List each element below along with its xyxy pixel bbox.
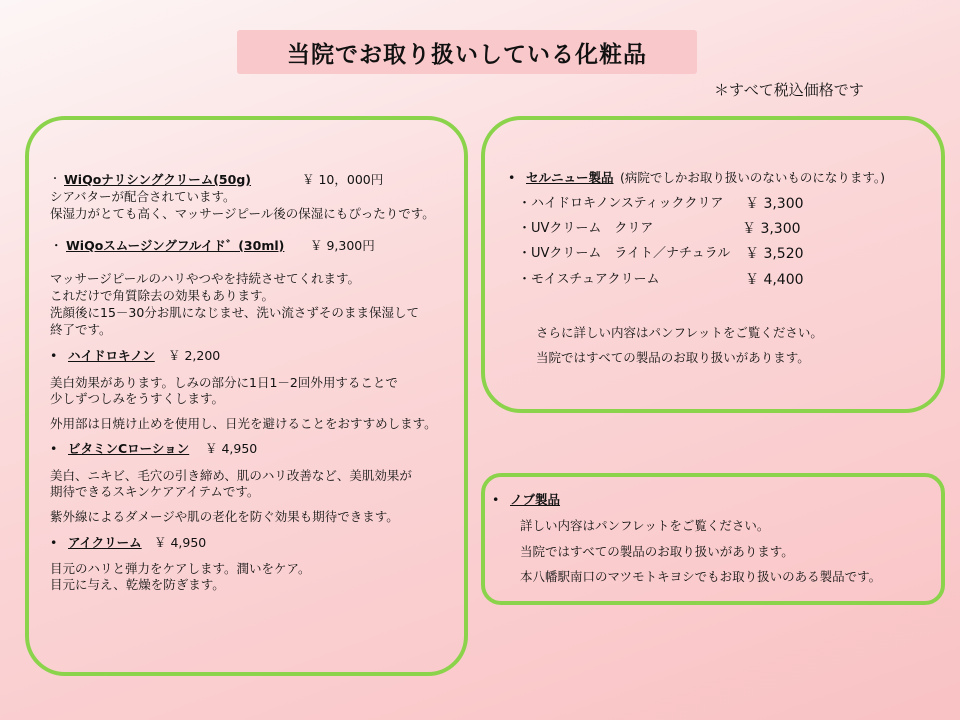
product-desc: 美白効果があります。しみの部分に1日1－2回外用することで bbox=[50, 375, 398, 390]
bullet: • bbox=[492, 492, 500, 507]
nov-line: 本八幡駅南口のマツモトキヨシでもお取り扱いのある製品です。 bbox=[520, 569, 882, 584]
product-name-eye-cream: アイクリーム bbox=[68, 535, 142, 550]
cellnew-heading-note: (病院でしかお取り扱いのないものになります。) bbox=[620, 170, 886, 185]
product-price-wiqo-cream: ￥ 10，000円 bbox=[302, 172, 384, 187]
product-desc: 洗顔後に15－30分お肌になじませ、洗い流さずそのまま保湿して bbox=[50, 305, 419, 320]
product-name-vitamin-c: ビタミンCローション bbox=[68, 441, 190, 456]
cellnew-note: さらに詳しい内容はパンフレットをご覧ください。 bbox=[536, 325, 823, 340]
product-price-eye-cream: ￥ 4,950 bbox=[154, 535, 207, 550]
bullet: • bbox=[50, 535, 58, 550]
product-desc: 終了です。 bbox=[50, 322, 112, 337]
product-desc: これだけで角質除去の効果もあります。 bbox=[50, 288, 275, 303]
product-desc: 保湿力がとても高く、マッサージピール後の保湿にもぴったりです。 bbox=[50, 206, 435, 221]
cellnew-heading: セルニュー製品 bbox=[526, 170, 614, 185]
bullet: • bbox=[508, 170, 516, 185]
bullet: ・ bbox=[50, 238, 63, 253]
cellnew-panel bbox=[481, 116, 945, 413]
product-desc: マッサージピールのハリやつやを持続させてくれます。 bbox=[50, 271, 361, 286]
cellnew-item-price: ￥ 3,300 bbox=[742, 221, 801, 237]
product-name-wiqo-cream: WiQoナリシングクリーム(50g) bbox=[64, 172, 251, 187]
product-desc: 期待できるスキンケアアイテムです。 bbox=[50, 484, 260, 499]
bullet: • bbox=[50, 348, 58, 363]
nov-line: 当院ではすべての製品のお取り扱いがあります。 bbox=[520, 544, 794, 559]
cellnew-item-price: ￥ 3,520 bbox=[745, 246, 804, 262]
product-desc: 目元のハリと弾力をケアします。潤いをケア。 bbox=[50, 561, 311, 576]
product-desc: 美白、ニキビ、毛穴の引き締め、肌のハリ改善など、美肌効果が bbox=[50, 468, 412, 483]
cellnew-item-name: ・UVクリーム ライト／ナチュラル bbox=[518, 246, 731, 261]
cellnew-item-name: ・モイスチュアクリーム bbox=[518, 272, 660, 287]
tax-note: ＊すべて税込価格です bbox=[714, 81, 864, 99]
cellnew-note: 当院ではすべての製品のお取り扱いがあります。 bbox=[536, 350, 810, 365]
cellnew-item-name: ・UVクリーム クリア bbox=[518, 221, 654, 236]
product-desc: 外用部は日焼け止めを使用し、日光を避けることをおすすめします。 bbox=[50, 416, 437, 431]
cellnew-item-name: ・ハイドロキノンスティッククリア bbox=[518, 196, 724, 211]
product-desc: 少しずつしみをうすくします。 bbox=[50, 391, 225, 406]
nov-heading: ノブ製品 bbox=[510, 492, 561, 507]
product-name-wiqo-fluid: WiQoスムージングフルイド゛(30ml) bbox=[66, 238, 285, 253]
bullet: ・ bbox=[50, 174, 60, 185]
product-price-wiqo-fluid: ￥ 9,300円 bbox=[310, 238, 375, 253]
product-desc: シアバターが配合されています。 bbox=[50, 189, 236, 204]
cellnew-item-price: ￥ 4,400 bbox=[745, 272, 804, 288]
bullet: • bbox=[50, 441, 58, 456]
product-desc: 紫外線によるダメージや肌の老化を防ぐ効果も期待できます。 bbox=[50, 509, 399, 524]
page-title: 当院でお取り扱いしている化粧品 bbox=[237, 30, 697, 74]
cellnew-item-price: ￥ 3,300 bbox=[745, 196, 804, 212]
product-name-hydroquinone: ハイドロキノン bbox=[68, 348, 155, 363]
product-price-hydroquinone: ￥ 2,200 bbox=[168, 348, 221, 363]
nov-line: 詳しい内容はパンフレットをご覧ください。 bbox=[520, 518, 770, 533]
product-price-vitamin-c: ￥ 4,950 bbox=[205, 441, 258, 456]
product-desc: 目元に与え、乾燥を防ぎます。 bbox=[50, 577, 225, 592]
